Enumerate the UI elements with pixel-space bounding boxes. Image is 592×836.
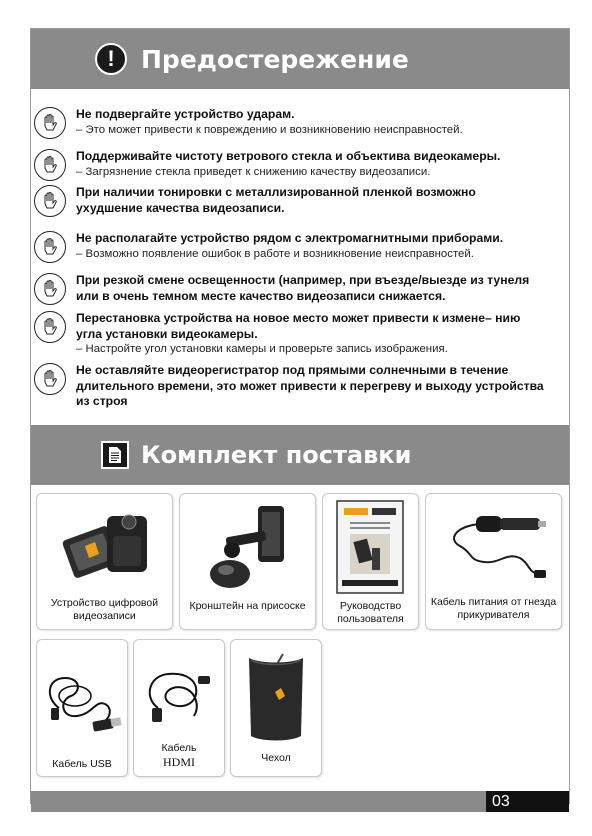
warning-title: Поддерживайте чистоту ветрового стекла и объектива видеокамеры. — [76, 149, 501, 163]
kit-card — [133, 639, 225, 777]
kit-label: Кабель USB — [52, 758, 112, 770]
kit-banner — [31, 425, 569, 485]
warning-item — [34, 149, 558, 181]
warning-item — [34, 273, 546, 305]
document-icon — [101, 441, 129, 469]
kit-card — [36, 639, 128, 777]
kit-label: Чехол — [261, 752, 291, 764]
hand-stop-icon — [34, 231, 66, 263]
hdmi-cable-icon — [138, 654, 220, 730]
warning-note: – Это может привести к повреждению и возникновению неисправностей. — [76, 123, 463, 136]
page-number: 03 — [486, 791, 569, 812]
warning-item — [34, 185, 516, 217]
kit-label: Кабель питания от гнезда прикуривателя — [430, 596, 557, 621]
warning-item — [34, 107, 558, 139]
hand-stop-icon — [34, 273, 66, 305]
warnings-banner — [31, 29, 569, 89]
warning-note: – Возможно появление ошибок в работе и возникновение неисправностей. — [76, 247, 474, 260]
kit-label-line2: HDMI — [163, 755, 195, 769]
kit-label: Устройство цифровой видеозаписи — [50, 597, 159, 622]
warning-item — [34, 231, 558, 263]
warning-note: – Загрязнение стекла приведет к снижению качеству видеозаписи. — [76, 165, 431, 178]
hand-stop-icon — [34, 107, 66, 139]
hand-stop-icon — [34, 185, 66, 217]
hand-stop-icon — [34, 149, 66, 181]
warning-item — [34, 363, 558, 410]
warning-title: Перестановка устройства на новое место может привести к измене– нию угла установки видеокамеры. — [76, 311, 521, 341]
exclamation-icon: ! — [95, 43, 127, 75]
kit-card — [36, 493, 173, 630]
warning-item — [34, 311, 546, 357]
warnings-title: Предостережение — [141, 44, 409, 74]
hand-stop-icon — [34, 363, 66, 395]
camcorder-dvr-icon — [49, 502, 159, 587]
kit-card — [322, 493, 419, 630]
usb-cable-icon — [41, 658, 123, 738]
hand-stop-icon — [34, 311, 66, 343]
warning-note: – Настройте угол установки камеры и проверьте запись изображения. — [76, 343, 448, 355]
kit-label-line1: Кабель — [161, 742, 197, 754]
kit-label: Руководство пользователя — [337, 600, 404, 625]
kit-label: Кронштейн на присоске — [189, 600, 306, 612]
kit-card — [230, 639, 322, 777]
warning-title: Не располагайте устройство рядом с электромагнитными приборами. — [76, 231, 504, 245]
pouch-icon — [241, 650, 311, 746]
kit-card — [179, 493, 316, 630]
warning-title: При наличии тонировки с металлизированной пленкой возможно ухудшение качества видеозаписи. — [76, 185, 476, 215]
warning-title: При резкой смене освещенности (например, при въезде/выезде из тунеля или в очень темном месте качество видеозаписи снижается. — [76, 273, 530, 303]
suction-mount-icon — [200, 498, 300, 593]
warning-title: Не подвергайте устройство ударам. — [76, 107, 295, 121]
warning-title: Не оставляйте видеорегистратор под прямыми солнечными в течение длительного времени, это может привести к перегреву и выходу устройства из строя — [76, 363, 544, 408]
kit-title: Комплект поставки — [141, 441, 412, 469]
kit-card — [425, 493, 562, 630]
car-charger-cable-icon — [434, 502, 554, 584]
user-manual-icon — [336, 500, 404, 594]
